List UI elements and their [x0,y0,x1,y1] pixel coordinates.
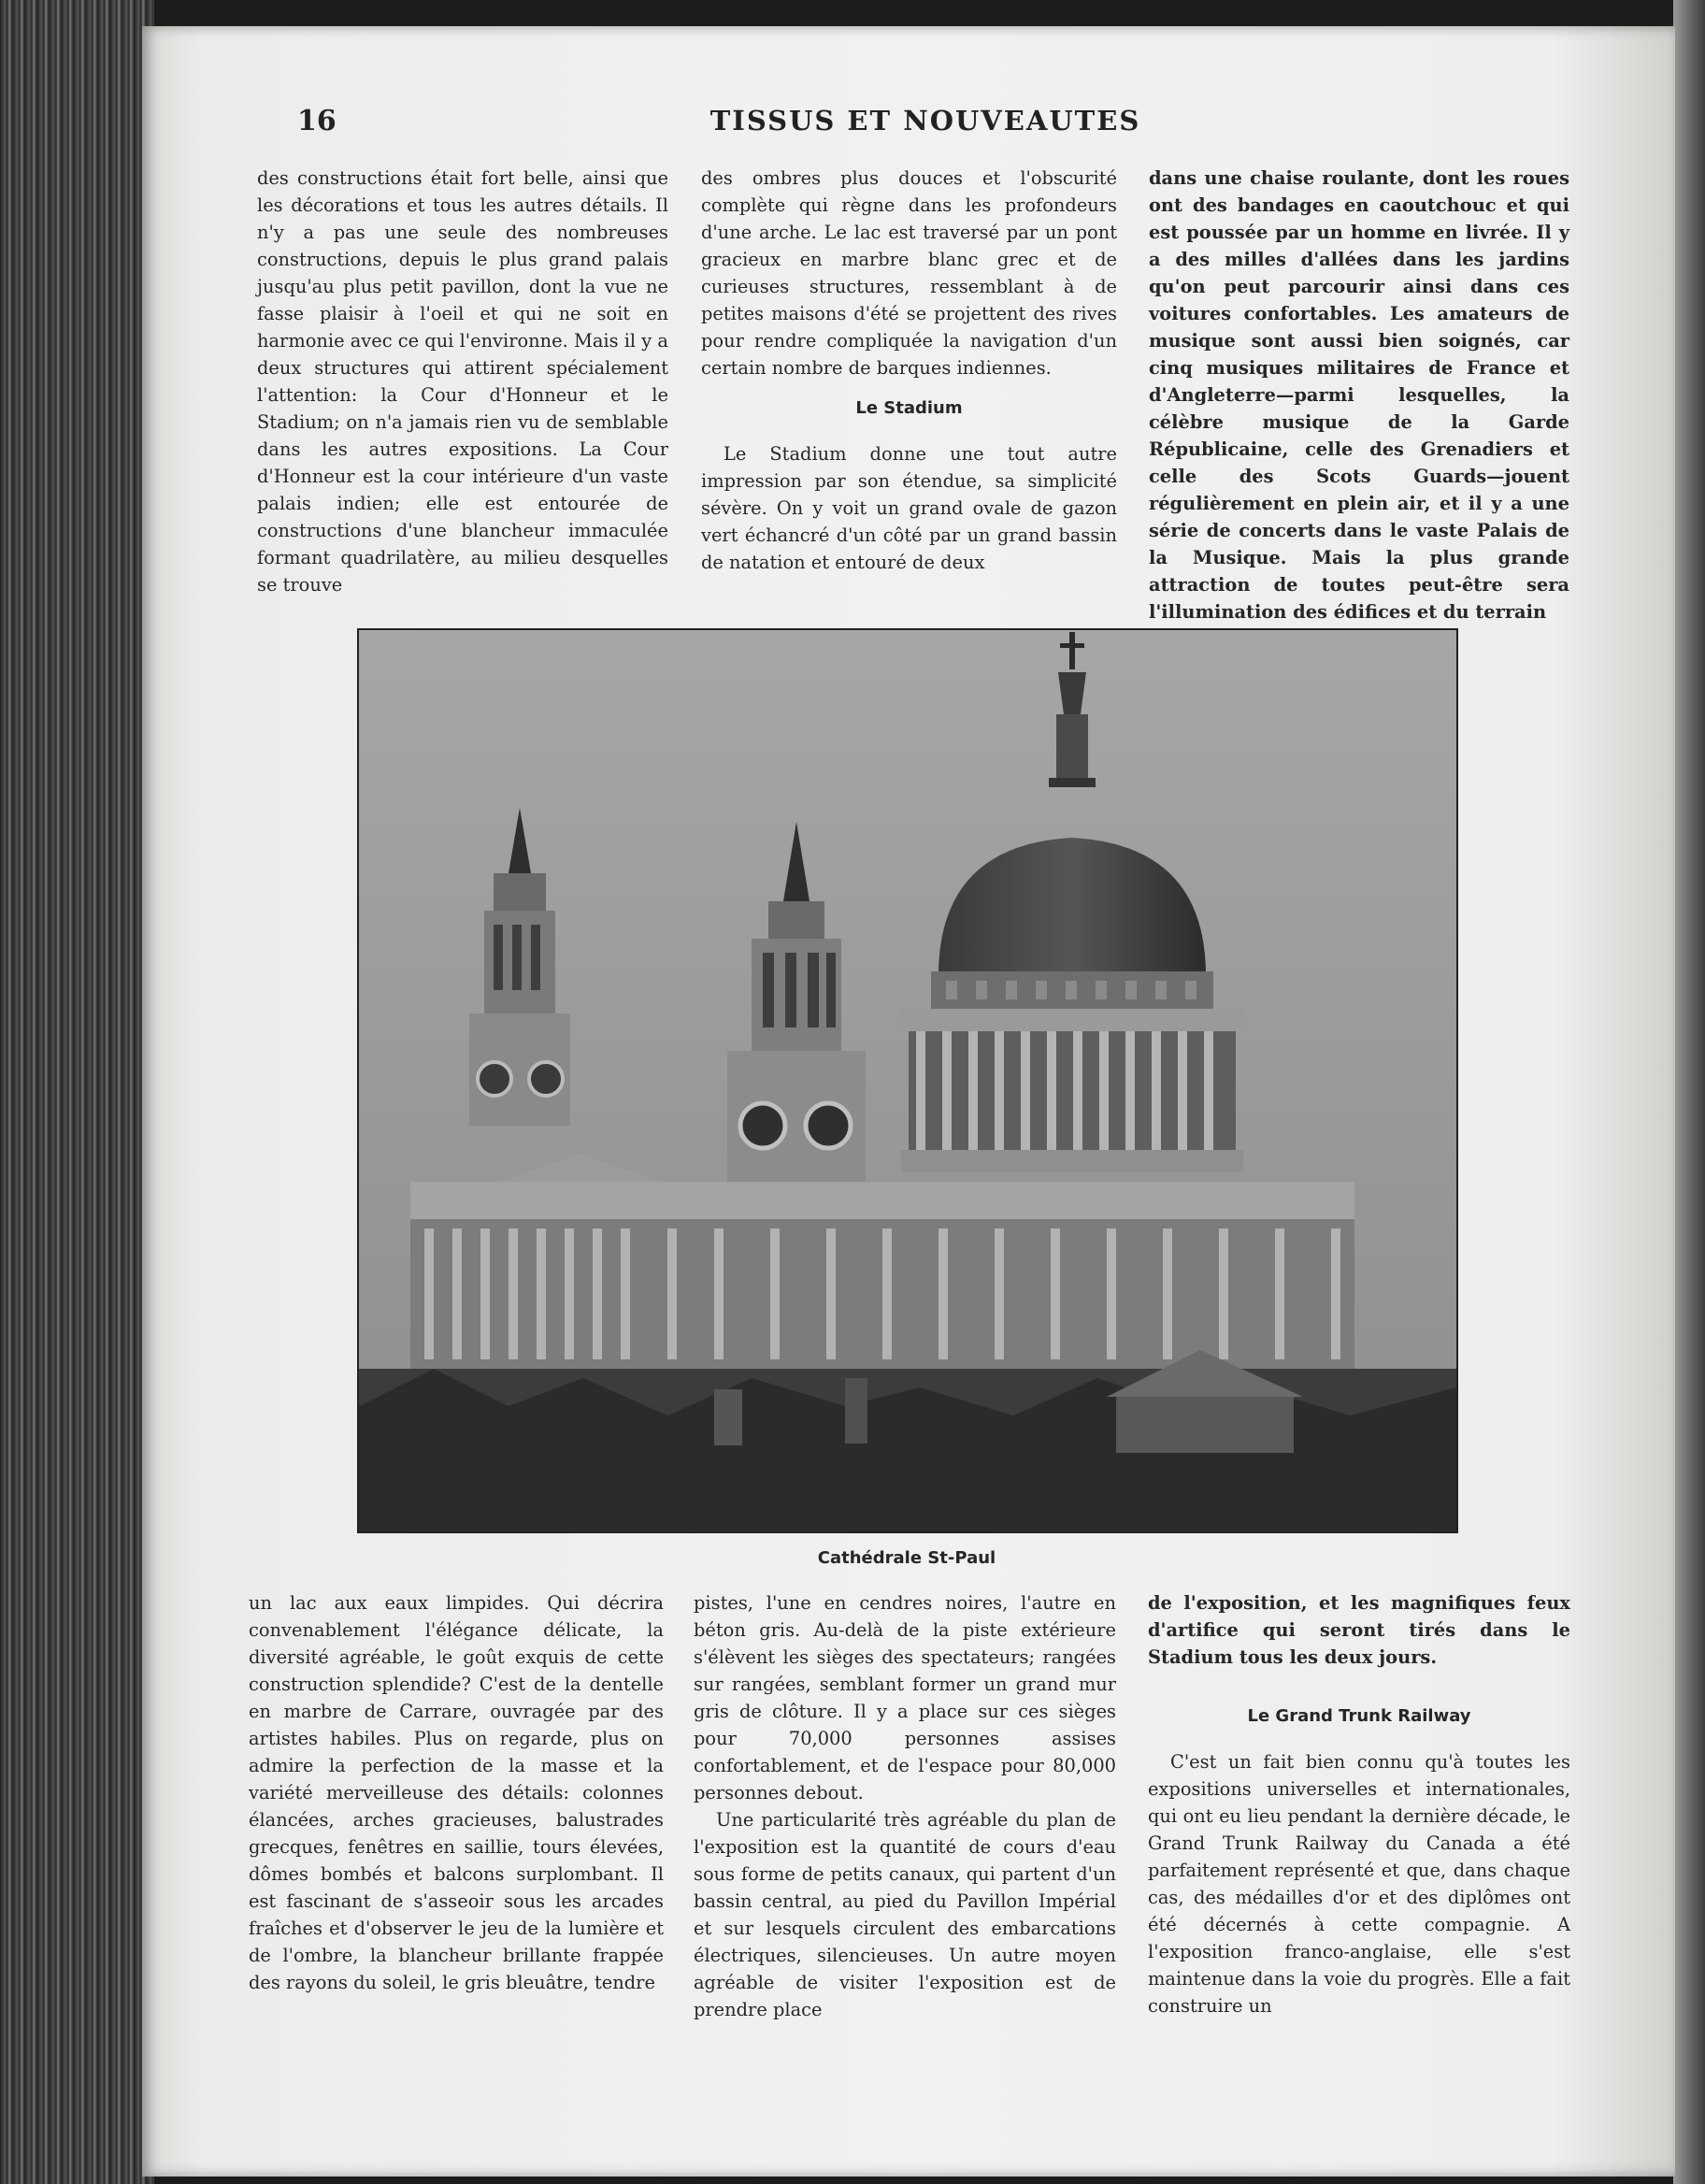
paragraph: des constructions était fort belle, ainsi que les décorations et tous les autres détails. Il n'y a pas une seule des nombreuses constructions, depuis le plus grand palais jusqu'au plus petit pavillon, dont la vue ne fasse plaisir à l'oeil et qui ne soit en harmonie avec ce qui l'environne. Mais il y a deux structures qui attirent spécialement l'attention: la Cour d'Honneur et le Stadium; on n'a jamais rien vu de semblable dans les autres expositions. La Cour d'Honneur est la cour intérieure d'un vaste palais indien; elle est entourée de constructions d'une blancheur immaculée formant quadrilatère, au milieu desquelles se trouve [257,167,668,596]
paragraph: un lac aux eaux limpides. Qui décrira convenablement l'élégance délicate, la diversité agréable, le goût exquis de cette construction splendide? C'est de la dentelle en marbre de Carrare, ouvragée par des artistes habiles. Plus on regarde, plus on admire la perfection de la masse et la variété merveilleuse des détails: colonnes élancées, arches gracieuses, balustrades grecques, fenêtres en saillie, tours élevées, dômes bombés et balcons surplombant. Il est fascinant de s'asseoir sous les arcades fraîches et d'observer le jeu de la lumière et de l'ombre, la blancheur brillante frappée des rayons du soleil, le gris bleuâtre, tendre [249,1592,664,1993]
book-right-edge [1673,0,1705,2184]
top-column-3 [1149,165,1569,625]
top-column-2 [701,165,1117,576]
paragraph: pistes, l'une en cendres noires, l'autre en béton gris. Au-delà de la piste extérieure s'élèvent les sièges des spectateurs; rangées sur rangées, semblant former un grand mur gris de clôture. Il y a place sur ces sièges pour 70,000 personnes assises confortablement, et de l'espace pour 80,000 personnes debout. [694,1592,1116,1803]
top-column-1 [257,165,668,598]
paragraph: dans une chaise roulante, dont les roues ont des bandages en caoutchouc et qui est poussée par un homme en livrée. Il y a des milles d'allées dans les jardins qu'on peut parcourir ainsi dans ces voitures confortables. Les amateurs de musique sont aussi bien soignés, car cinq musiques militaires de France et d'Angleterre—parmi lesquelles, la célèbre musique de la Garde Républicaine, celle des Grenadiers et celle des Scots Guards—jouent régulièrement en plein air, et il y a une série de concerts dans le vaste Palais de la Musique. Mais la plus grande attraction de toutes peut-être sera l'illumination des édifices et du terrain [1149,167,1569,623]
figure-caption: Cathédrale St-Paul [817,1548,996,1568]
paragraph: Le Stadium donne une tout autre impression par son étendue, sa simplicité sévère. On y voit un grand ovale de gazon vert échancré d'un côté par un grand bassin de natation et entouré de deux [701,443,1117,573]
bottom-column-1 [249,1589,664,1996]
cathedral-photograph [357,628,1458,1533]
paragraph: des ombres plus douces et l'obscurité complète qui règne dans les profondeurs d'une arche. Le lac est traversé par un pont gracieux en marbre blanc grec et de curieuses structures, ressemblant à de petites maisons d'été se projettent des rives pour rendre compliquée la navigation d'un certain nombre de barques indiennes. [701,167,1117,379]
book-spine-edges [0,0,154,2184]
section-heading-stadium: Le Stadium [855,398,963,418]
section-heading-grand-trunk: Le Grand Trunk Railway [1247,1706,1471,1726]
bottom-column-2 [694,1589,1116,2023]
running-head: TISSUS ET NOUVEAUTES [709,105,1141,136]
paragraph: de l'exposition, et les magnifiques feux d'artifice qui seront tirés dans le Stadium tous les deux jours. [1148,1592,1570,1668]
paragraph: C'est un fait bien connu qu'à toutes les expositions universelles et internationales, qui ont eu lieu pendant la dernière décade, le Grand Trunk Railway du Canada a été parfaitement représenté et que, dans chaque cas, des médailles d'or et des diplômes ont été décernés à cette compagnie. A l'exposition franco-anglaise, elle s'est maintenue dans la voie du progrès. Elle a fait construire un [1148,1751,1570,2017]
bottom-column-3 [1148,1589,1570,2019]
paragraph: Une particularité très agréable du plan de l'exposition est la quantité de cours d'eau sous forme de petits canaux, qui partent d'un bassin central, au pied du Pavillon Impérial et sur lesquels circulent des embarcations électriques, silencieuses. Un autre moyen agréable de visiter l'exposition est de prendre place [694,1809,1116,2020]
page-number: 16 [297,105,337,137]
